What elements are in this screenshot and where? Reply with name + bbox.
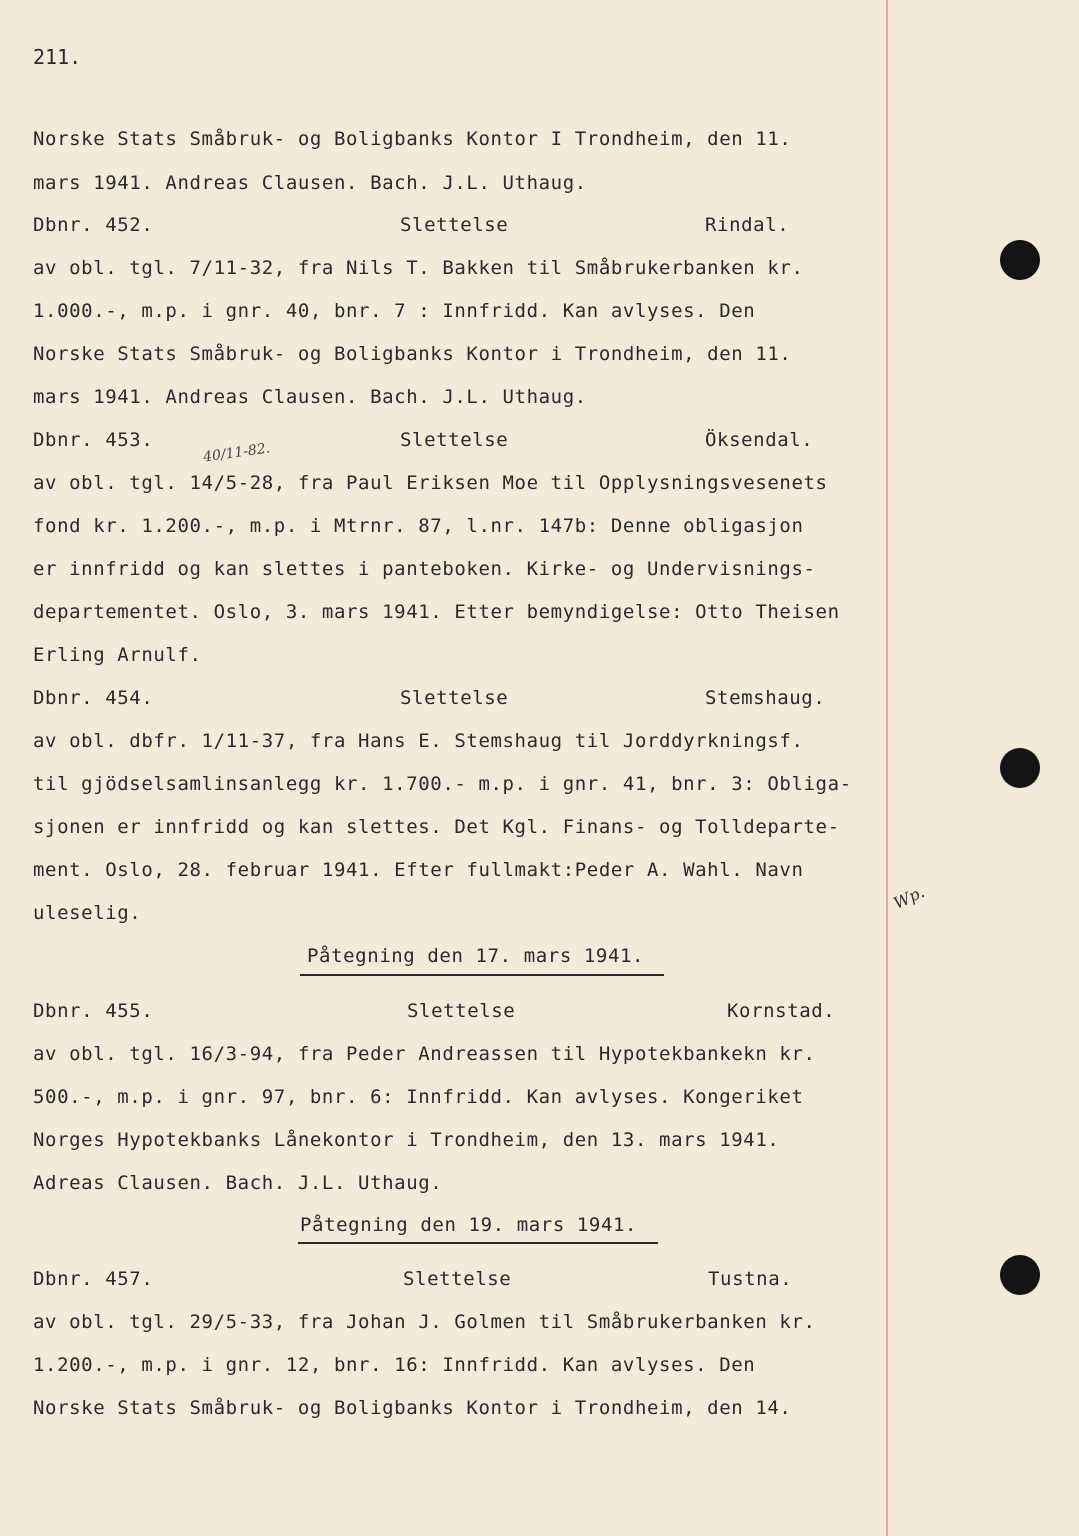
page-number: 211. (33, 45, 82, 69)
text-line: av obl. tgl. 7/11-32, fra Nils T. Bakken til Småbrukerbanken kr. (33, 257, 804, 279)
entry-type: Slettelse (400, 429, 509, 451)
entry-number: Dbnr. 452. (33, 214, 154, 236)
entry-place: Tustna. (708, 1268, 793, 1290)
entry-type: Slettelse (400, 214, 509, 236)
entry-number: Dbnr. 453. (33, 429, 154, 451)
section-heading: Påtegning den 17. mars 1941. (307, 945, 645, 967)
text-line: ment. Oslo, 28. februar 1941. Efter fullmakt:Peder A. Wahl. Navn (33, 859, 804, 881)
text-line: mars 1941. Andreas Clausen. Bach. J.L. Uthaug. (33, 386, 587, 408)
text-line: 500.-, m.p. i gnr. 97, bnr. 6: Innfridd. Kan avlyses. Kongeriket (33, 1086, 804, 1108)
text-line: 1.000.-, m.p. i gnr. 40, bnr. 7 : Innfridd. Kan avlyses. Den (33, 300, 756, 322)
section-heading: Påtegning den 19. mars 1941. (300, 1214, 638, 1236)
text-line: Norges Hypotekbanks Lånekontor i Trondheim, den 13. mars 1941. (33, 1129, 780, 1151)
pencil-note: 40/11-82. (202, 440, 272, 466)
entry-place: Kornstad. (727, 1000, 836, 1022)
entry-number: Dbnr. 455. (33, 1000, 154, 1022)
entry-type: Slettelse (403, 1268, 512, 1290)
text-line: Adreas Clausen. Bach. J.L. Uthaug. (33, 1172, 443, 1194)
text-line: uleselig. (33, 902, 142, 924)
text-line: av obl. tgl. 14/5-28, fra Paul Eriksen Moe til Opplysningsvesenets (33, 472, 828, 494)
text-line: av obl. tgl. 16/3-94, fra Peder Andreassen til Hypotekbankekn kr. (33, 1043, 816, 1065)
entry-type: Slettelse (400, 687, 509, 709)
text-line: Erling Arnulf. (33, 644, 202, 666)
text-line: til gjödselsamlinsanlegg kr. 1.700.- m.p. i gnr. 41, bnr. 3: Obliga- (33, 773, 852, 795)
text-line: fond kr. 1.200.-, m.p. i Mtrnr. 87, l.nr. 147b: Denne obligasjon (33, 515, 804, 537)
entry-type: Slettelse (407, 1000, 516, 1022)
text-line: 1.200.-, m.p. i gnr. 12, bnr. 16: Innfridd. Kan avlyses. Den (33, 1354, 756, 1376)
heading-underline (300, 974, 664, 976)
binder-hole-middle (1000, 748, 1040, 788)
text-line: er innfridd og kan slettes i panteboken. Kirke- og Undervisnings- (33, 558, 816, 580)
entry-number: Dbnr. 457. (33, 1268, 154, 1290)
text-line: av obl. dbfr. 1/11-37, fra Hans E. Stemshaug til Jorddyrkningsf. (33, 730, 804, 752)
margin-line (886, 0, 888, 1536)
binder-hole-top (1000, 240, 1040, 280)
text-line: Norske Stats Småbruk- og Boligbanks Kontor I Trondheim, den 11. (33, 128, 792, 150)
binder-hole-bottom (1000, 1255, 1040, 1295)
text-line: mars 1941. Andreas Clausen. Bach. J.L. Uthaug. (33, 172, 587, 194)
text-line: sjonen er innfridd og kan slettes. Det Kgl. Finans- og Tolldeparte- (33, 816, 840, 838)
entry-place: Öksendal. (705, 429, 814, 451)
entry-number: Dbnr. 454. (33, 687, 154, 709)
heading-underline (298, 1242, 658, 1244)
text-line: Norske Stats Småbruk- og Boligbanks Kontor i Trondheim, den 14. (33, 1397, 792, 1419)
text-line: departementet. Oslo, 3. mars 1941. Etter bemyndigelse: Otto Theisen (33, 601, 840, 623)
margin-initials: Wp. (890, 882, 928, 913)
entry-place: Rindal. (705, 214, 790, 236)
entry-place: Stemshaug. (705, 687, 826, 709)
text-line: Norske Stats Småbruk- og Boligbanks Kontor i Trondheim, den 11. (33, 343, 792, 365)
text-line: av obl. tgl. 29/5-33, fra Johan J. Golmen til Småbrukerbanken kr. (33, 1311, 816, 1333)
